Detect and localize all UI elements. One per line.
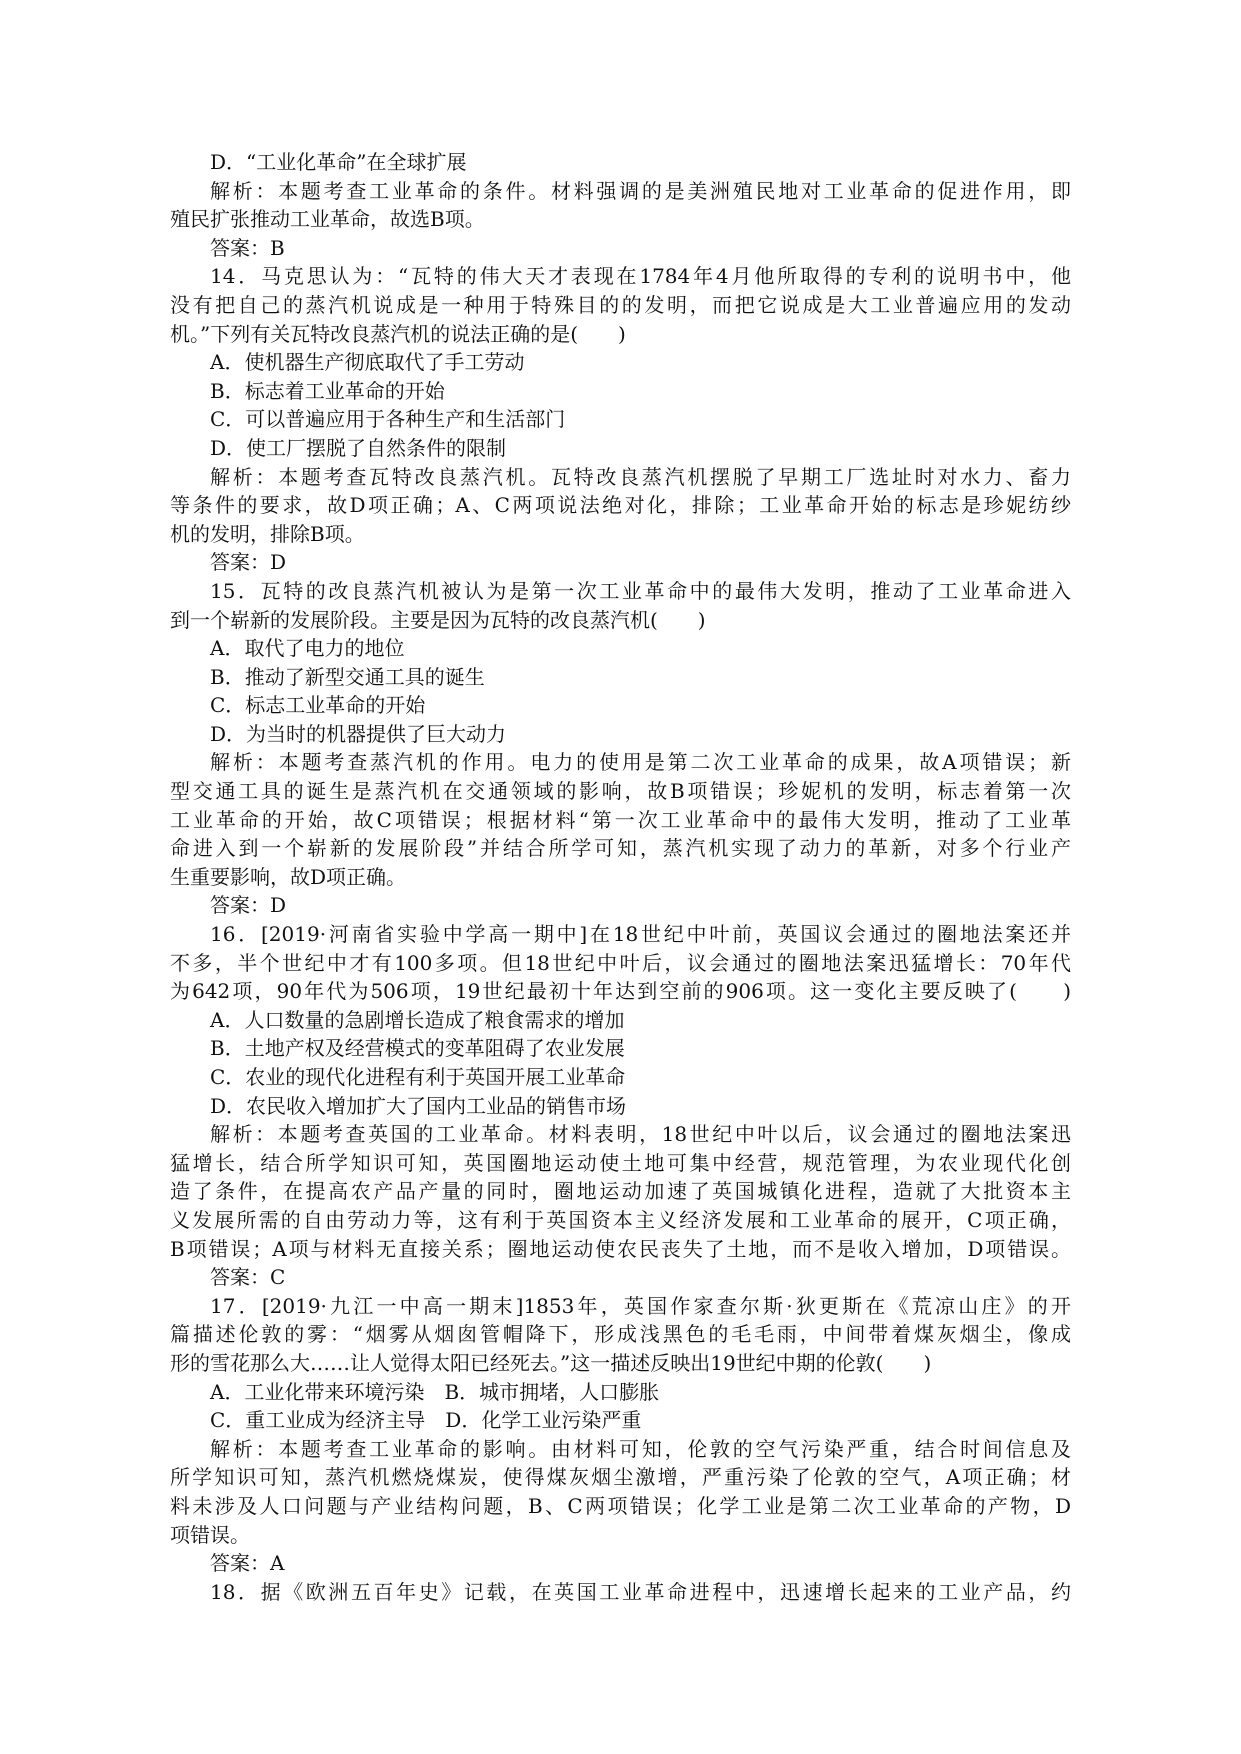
text-line: D．使工厂摆脱了自然条件的限制 bbox=[210, 435, 507, 460]
text-line: 殖民扩张推动工业革命，故选B项。 bbox=[170, 207, 485, 232]
text-line: 14．马克思认为：“瓦特的伟大天才表现在1784年4月他所取得的专利的说明书中，他 bbox=[210, 264, 1071, 289]
text-line: 解析：本题考查工业革命的条件。材料强调的是美洲殖民地对工业革命的促进作用，即 bbox=[210, 178, 1071, 203]
text-line: 解析：本题考查工业革命的影响。由材料可知，伦敦的空气污染严重，结合时间信息及 bbox=[210, 1436, 1071, 1461]
text-line: 生重要影响，故D项正确。 bbox=[170, 864, 407, 889]
text-line: B项错误；A项与材料无直接关系；圈地运动使农民丧失了土地，而不是收入增加，D项错误。 bbox=[170, 1236, 1071, 1261]
text-line: C．重工业成为经济主导 D．化学工业污染严重 bbox=[210, 1408, 642, 1433]
text-line: D．“工业化革命”在全球扩展 bbox=[210, 150, 467, 174]
text-line: 工业革命的开始，故C项错误；根据材料“第一次工业革命中的最伟大发明，推动了工业革 bbox=[170, 807, 1071, 832]
text-line: B．标志着工业革命的开始 bbox=[210, 378, 445, 403]
text-line: 造了条件，在提高农产品产量的同时，圈地运动加速了英国城镇化进程，造就了大批资本主 bbox=[170, 1179, 1071, 1204]
text-line: C．农业的现代化进程有利于英国开展工业革命 bbox=[210, 1065, 626, 1089]
text-line: 义发展所需的自由劳动力等，这有利于英国资本主义经济发展和工业革命的展开，C项正确， bbox=[170, 1207, 1071, 1232]
text-line: 等条件的要求，故D项正确；A、C两项说法绝对化，排除；工业革命开始的标志是珍妮纺纱 bbox=[170, 493, 1071, 518]
text-line: D．农民收入增加扩大了国内工业品的销售市场 bbox=[210, 1093, 627, 1118]
text-line: 解析：本题考查蒸汽机的作用。电力的使用是第二次工业革命的成果，故A项错误；新 bbox=[210, 750, 1071, 775]
text-line: 答案：D bbox=[210, 550, 287, 575]
text-line: B．土地产权及经营模式的变革阻碍了农业发展 bbox=[210, 1036, 625, 1061]
text-line: C．标志工业革命的开始 bbox=[210, 693, 426, 718]
text-line: 18．据《欧洲五百年史》记载，在英国工业革命进程中，迅速增长起来的工业产品，约 bbox=[210, 1579, 1071, 1604]
text-line: A．人口数量的急剧增长造成了粮食需求的增加 bbox=[210, 1007, 625, 1032]
text-line: 猛增长，结合所学知识可知，英国圈地运动使土地可集中经营，规范管理，为农业现代化创 bbox=[170, 1150, 1071, 1175]
text-line: 机的发明，排除B项。 bbox=[170, 521, 365, 546]
text-line: 答案：A bbox=[210, 1551, 285, 1576]
text-line: 解析：本题考查瓦特改良蒸汽机。瓦特改良蒸汽机摆脱了早期工厂选址时对水力、畜力 bbox=[210, 464, 1071, 489]
text-line: 答案：C bbox=[210, 1265, 286, 1290]
text-line: 解析：本题考查英国的工业革命。材料表明，18世纪中叶以后，议会通过的圈地法案迅 bbox=[210, 1122, 1071, 1147]
text-line: D．为当时的机器提供了巨大动力 bbox=[210, 721, 507, 746]
text-line: A．使机器生产彻底取代了手工劳动 bbox=[210, 350, 525, 375]
text-line: 没有把自己的蒸汽机说成是一种用于特殊目的的发明，而把它说成是大工业普遍应用的发动 bbox=[170, 292, 1071, 317]
text-line: 型交通工具的诞生是蒸汽机在交通领域的影响，故B项错误；珍妮机的发明，标志着第一次 bbox=[170, 779, 1071, 804]
text-line: 料未涉及人口问题与产业结构问题，B、C两项错误；化学工业是第二次工业革命的产物，D bbox=[170, 1493, 1071, 1518]
text-line: 答案：D bbox=[210, 893, 287, 918]
text-line: 不多，半个世纪中才有100多项。但18世纪中叶后，议会通过的圈地法案迅猛增长：70年代 bbox=[170, 950, 1071, 975]
text-line: 16．[2019·河南省实验中学高一期中]在18世纪中叶前，英国议会通过的圈地法案还并 bbox=[210, 922, 1071, 947]
text-line: A．取代了电力的地位 bbox=[210, 636, 405, 661]
text-line: C．可以普遍应用于各种生产和生活部门 bbox=[210, 407, 566, 432]
text-line: A．工业化带来环境污染 B．城市拥堵，人口膨胀 bbox=[210, 1379, 660, 1404]
text-line: 形的雪花那么大……让人觉得太阳已经死去。”这一描述反映出19世纪中期的伦敦( ) bbox=[170, 1350, 932, 1375]
text-line: 篇描述伦敦的雾：“烟雾从烟囱管帽降下，形成浅黑色的毛毛雨，中间带着煤灰烟尘，像成 bbox=[170, 1322, 1071, 1347]
text-line: 15．瓦特的改良蒸汽机被认为是第一次工业革命中的最伟大发明，推动了工业革命进入 bbox=[210, 578, 1071, 603]
text-line: 所学知识可知，蒸汽机燃烧煤炭，使得煤灰烟尘激增，严重污染了伦敦的空气，A项正确；材 bbox=[170, 1465, 1071, 1490]
text-line: 命进入到一个崭新的发展阶段”并结合所学可知，蒸汽机实现了动力的革新，对多个行业产 bbox=[170, 836, 1071, 861]
text-line: 17．[2019·九江一中高一期末]1853年，英国作家查尔斯·狄更斯在《荒凉山庄》的开 bbox=[210, 1293, 1071, 1318]
text-line: 机。”下列有关瓦特改良蒸汽机的说法正确的是( ) bbox=[170, 321, 626, 346]
text-line: B．推动了新型交通工具的诞生 bbox=[210, 664, 485, 689]
text-line: 答案：B bbox=[210, 235, 285, 260]
document-text bbox=[170, 148, 1071, 1606]
text-line: 为642项，90年代为506项，19世纪最初十年达到空前的906项。这一变化主要反映了( ) bbox=[170, 979, 1071, 1004]
text-line: 到一个崭新的发展阶段。主要是因为瓦特的改良蒸汽机( ) bbox=[170, 607, 706, 632]
text-line: 项错误。 bbox=[170, 1522, 250, 1547]
